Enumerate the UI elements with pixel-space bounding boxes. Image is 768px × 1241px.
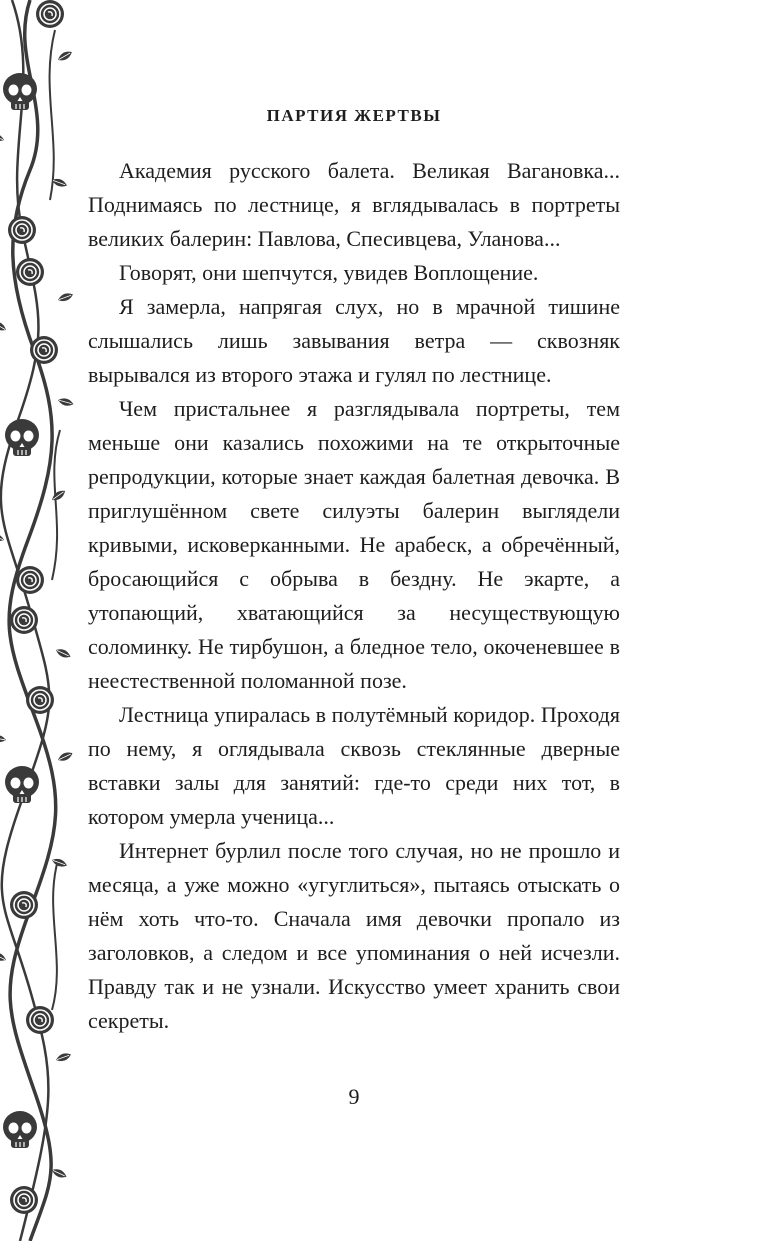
rose-icon <box>36 0 64 28</box>
paragraph: Чем пристальнее я разглядывала портреты, тем меньше они казались похожими на те открыточные репродукции, которые знает каждая балетная девочка. В приглушённом свете силуэты балерин выглядели кривыми, исковерканными. Не арабеск, а обречённый, бросающийся с обрыва в бездну. Не экарте, а утопающий, хватающийся за несуществующую соломинку. Не тирбушон, а бледное тело, окоченевшее в неестественной поломанной позе. <box>88 396 620 693</box>
rose-icon <box>10 1186 38 1214</box>
skull-icon <box>3 1111 37 1148</box>
decorative-border <box>0 0 84 1241</box>
rose-icon <box>10 891 38 919</box>
skull-icon <box>5 419 39 456</box>
paragraph: Говорят, они шепчутся, увидев Воплощение. <box>119 260 539 285</box>
paragraph: Лестница упиралась в полутёмный коридор. Проходя по нему, я оглядывала сквозь стеклянные дверные вставки залы для занятий: где-то среди них тот, в котором умерла ученица... <box>88 702 620 829</box>
chapter-title: ПАРТИЯ ЖЕРТВЫ <box>266 106 442 125</box>
paragraph: Я замерла, напрягая слух, но в мрачной тишине слышались лишь завывания ветра — сквозняк вырывался из второго этажа и гулял по лестнице. <box>88 294 620 387</box>
rose-icon <box>26 686 54 714</box>
page-number: 9 <box>348 1084 360 1109</box>
skull-icon <box>3 73 37 110</box>
rose-icon <box>10 606 38 634</box>
paragraph: Интернет бурлил после того случая, но не прошло и месяца, а уже можно «угуглиться», пытаясь отыскать о нём хоть что-то. Сначала имя девочки пропало из заголовков, а следом и все упоминания о ней исчезли. Правду так и не узнали. Искусство умеет хранить свои секреты. <box>88 838 620 1033</box>
skull-icon <box>5 766 39 803</box>
rose-icon <box>8 216 36 244</box>
paragraph: Академия русского балета. Великая Вагановка... Поднимаясь по лестнице, я вглядывалась в портреты великих балерин: Павлова, Спесивцева, Уланова... <box>88 158 620 251</box>
rose-icon <box>26 1006 54 1034</box>
rose-icon <box>30 336 58 364</box>
body-text <box>88 154 620 1038</box>
rose-icon <box>16 566 44 594</box>
rose-icon <box>16 258 44 286</box>
